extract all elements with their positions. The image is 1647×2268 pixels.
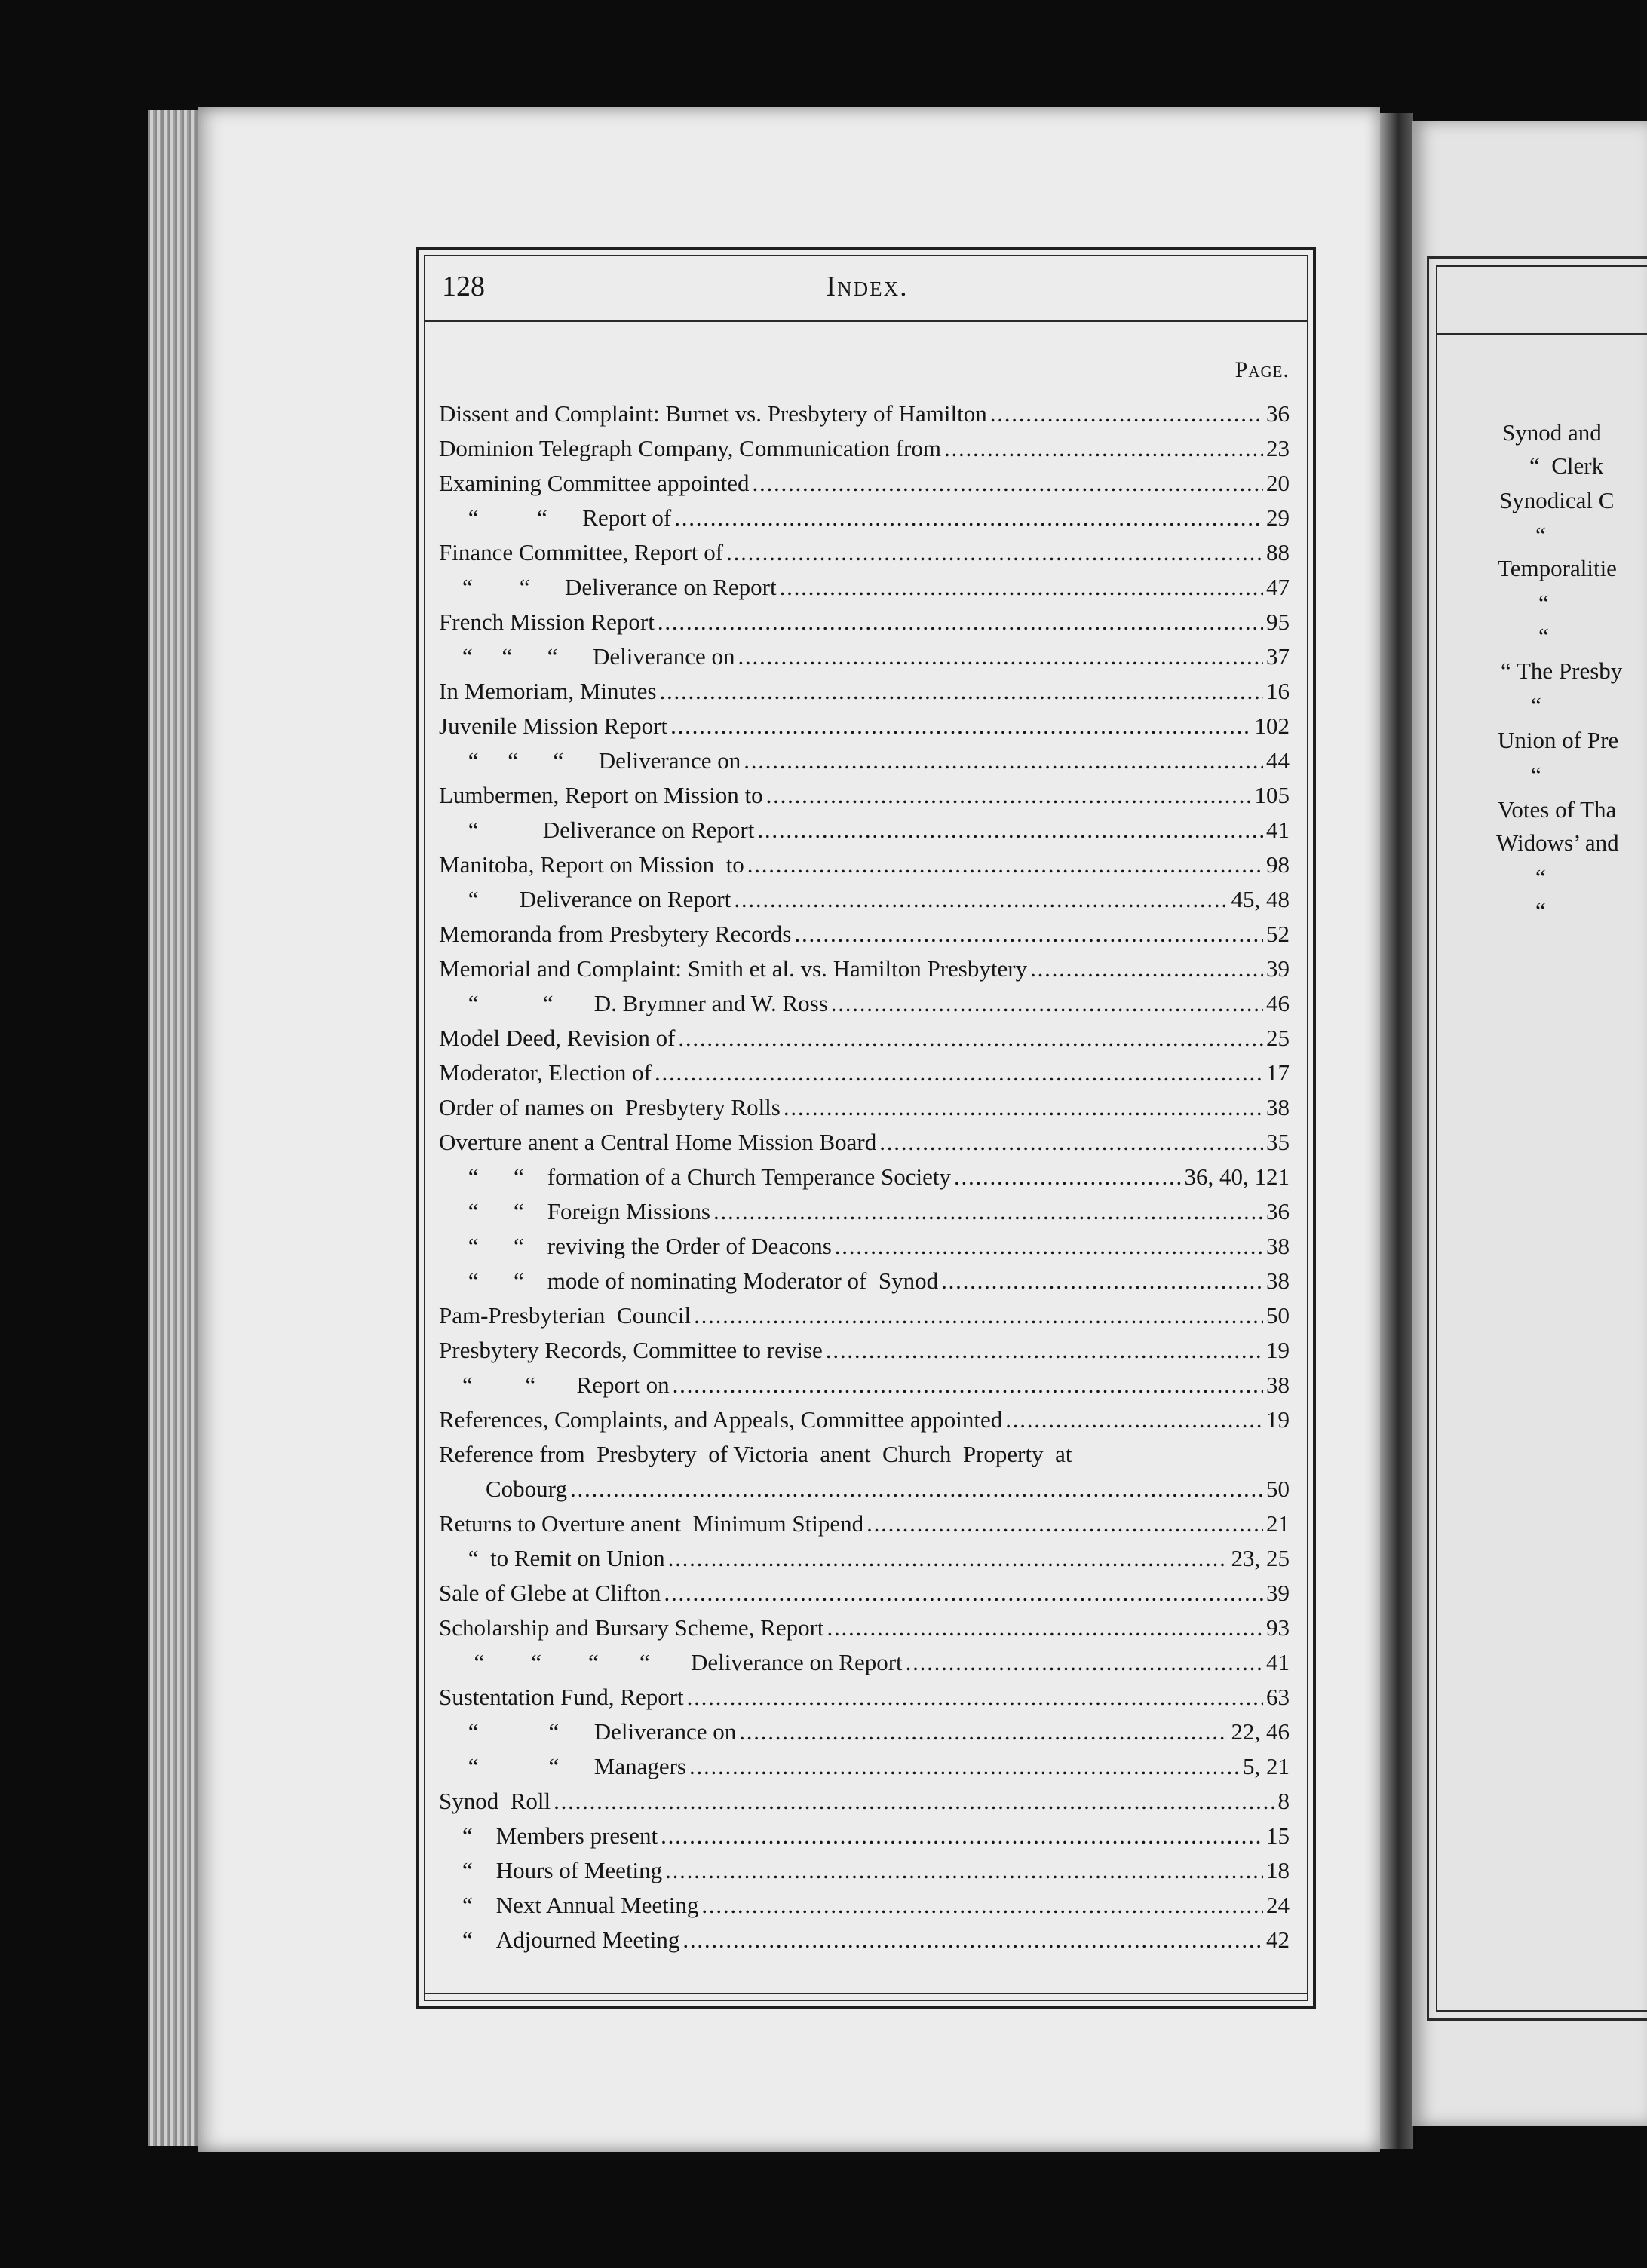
- dot-leader: [753, 466, 1263, 501]
- right-page-line: Union of Pre: [1498, 727, 1619, 753]
- index-entry-label: Scholarship and Bursary Scheme, Report: [439, 1614, 824, 1641]
- index-entry: [439, 1853, 1290, 1888]
- index-entry-page: 38: [1266, 1233, 1290, 1259]
- dot-leader: [738, 639, 1263, 674]
- index-entry-label: “ “ mode of nominating Moderator of Synod: [439, 1267, 939, 1294]
- index-entry: [439, 917, 1290, 952]
- dot-leader: [766, 778, 1252, 813]
- dot-leader: [670, 709, 1251, 743]
- index-entry-page: 22, 46: [1231, 1718, 1290, 1745]
- index-entry: [439, 1680, 1290, 1715]
- dot-leader: [726, 535, 1263, 570]
- right-page-line: “ Clerk: [1529, 452, 1604, 479]
- dot-leader: [954, 1160, 1181, 1194]
- index-entry: [439, 1715, 1290, 1749]
- index-entry-label: Examining Committee appointed: [439, 470, 750, 496]
- dot-leader: [678, 1021, 1263, 1056]
- dot-leader: [713, 1194, 1263, 1229]
- index-entry-label: Finance Committee, Report of: [439, 539, 724, 565]
- index-entry-label: Order of names on Presbytery Rolls: [439, 1094, 781, 1120]
- index-entry-label: “ “ Managers: [439, 1753, 686, 1779]
- index-entry: [439, 1021, 1290, 1056]
- index-entry: [439, 882, 1290, 917]
- index-entry-label: French Mission Report: [439, 608, 655, 635]
- dot-leader: [674, 501, 1263, 535]
- right-page-line: “: [1535, 864, 1546, 890]
- index-entry: [439, 397, 1290, 431]
- dot-leader: [673, 1368, 1263, 1402]
- index-entry-page: 39: [1266, 1580, 1290, 1606]
- dot-leader: [990, 397, 1263, 431]
- index-entry-page: 36: [1266, 400, 1290, 427]
- index-entry: [439, 1749, 1290, 1784]
- dot-leader: [734, 882, 1228, 917]
- index-entry-label: In Memoriam, Minutes: [439, 678, 657, 704]
- right-page-line: “: [1538, 623, 1549, 649]
- index-entry-page: 46: [1266, 990, 1290, 1016]
- index-entry-page: 25: [1266, 1025, 1290, 1051]
- index-entry: [439, 743, 1290, 778]
- index-entry: [439, 1194, 1290, 1229]
- index-entry-label: “ “ Report of: [439, 504, 672, 531]
- index-entry: [439, 1229, 1290, 1264]
- index-entry-page: 93: [1266, 1614, 1290, 1641]
- index-entry-label: Dissent and Complaint: Burnet vs. Presbytery of Hamilton: [439, 400, 987, 427]
- index-entry-page: 17: [1266, 1059, 1290, 1086]
- dot-leader: [570, 1472, 1263, 1506]
- index-entry-page: 19: [1266, 1406, 1290, 1433]
- index-entry-page: 50: [1266, 1476, 1290, 1502]
- index-entry-page: 105: [1254, 782, 1290, 808]
- index-entry: [439, 1611, 1290, 1645]
- index-entry-label: Moderator, Election of: [439, 1059, 652, 1086]
- index-entry-label: Returns to Overture anent Minimum Stipend: [439, 1510, 864, 1537]
- dot-leader: [659, 674, 1263, 709]
- index-entry-page: 52: [1266, 921, 1290, 947]
- dot-leader: [831, 986, 1263, 1021]
- right-page-line: “: [1535, 522, 1546, 548]
- dot-leader: [689, 1749, 1240, 1784]
- index-entry-label: Presbytery Records, Committee to revise: [439, 1337, 823, 1363]
- index-entry-label: Manitoba, Report on Mission to: [439, 851, 744, 878]
- index-entry-page: 102: [1254, 713, 1290, 739]
- index-entry-page: 50: [1266, 1302, 1290, 1329]
- dot-leader: [784, 1090, 1263, 1125]
- index-entry-page: 38: [1266, 1267, 1290, 1294]
- index-entry: [439, 1333, 1290, 1368]
- index-entry-label: “ “ formation of a Church Temperance Society: [439, 1163, 952, 1190]
- dot-leader: [827, 1611, 1263, 1645]
- index-entry-label: “ “ Foreign Missions: [439, 1198, 710, 1224]
- dot-leader: [694, 1298, 1263, 1333]
- index-entry: [439, 1923, 1290, 1957]
- index-entry: [439, 1819, 1290, 1853]
- index-entry: [439, 778, 1290, 813]
- index-entry-page: 20: [1266, 470, 1290, 496]
- index-entry-label: Lumbermen, Report on Mission to: [439, 782, 763, 808]
- index-entry-page: 15: [1266, 1822, 1290, 1849]
- index-entry-label: Model Deed, Revision of: [439, 1025, 676, 1051]
- index-entry-page: 24: [1266, 1892, 1290, 1918]
- index-entry-label: “ “ “ “ Deliverance on Report: [439, 1649, 903, 1675]
- index-entry-label: Dominion Telegraph Company, Communication from: [439, 435, 941, 461]
- index-entry: [439, 1645, 1290, 1680]
- index-entry-label: Synod Roll: [439, 1788, 551, 1814]
- index-entry-label: Cobourg: [439, 1476, 567, 1502]
- index-entry-page: 21: [1266, 1510, 1290, 1537]
- dot-leader: [747, 847, 1263, 882]
- index-entry: [439, 986, 1290, 1021]
- index-entry-page: 18: [1266, 1857, 1290, 1883]
- page-number: 128: [442, 271, 485, 302]
- dot-leader: [655, 1056, 1263, 1090]
- right-page-line: “: [1538, 590, 1549, 616]
- dot-leader: [866, 1506, 1263, 1541]
- dot-leader: [757, 813, 1263, 847]
- index-entry: [439, 1402, 1290, 1437]
- dot-leader: [1005, 1402, 1263, 1437]
- index-entry: [439, 1888, 1290, 1923]
- index-entry: [439, 1125, 1290, 1160]
- index-entry-page: 19: [1266, 1337, 1290, 1363]
- index-entry-label: “ Adjourned Meeting: [439, 1926, 680, 1953]
- index-entry: [439, 1160, 1290, 1194]
- index-entry: [439, 1056, 1290, 1090]
- index-entry-page: 35: [1266, 1129, 1290, 1155]
- index-entry: [439, 1784, 1290, 1819]
- dot-leader: [794, 917, 1263, 952]
- index-entry-page: 36, 40, 121: [1184, 1163, 1290, 1190]
- right-page-line: “: [1531, 762, 1541, 788]
- index-entry-label: “ “ Report on: [439, 1372, 670, 1398]
- dot-leader: [661, 1819, 1263, 1853]
- index-entry-page: 88: [1266, 539, 1290, 565]
- index-entry-page: 41: [1266, 817, 1290, 843]
- dot-leader: [668, 1541, 1228, 1576]
- index-entry: [439, 709, 1290, 743]
- index-entry-page: 29: [1266, 504, 1290, 531]
- index-entry-page: 95: [1266, 608, 1290, 635]
- index-entry-label: “ Deliverance on Report: [439, 817, 755, 843]
- right-page-line: Synod and: [1502, 419, 1602, 446]
- bottom-rule: [424, 1993, 1308, 1994]
- right-page-line: Votes of Tha: [1498, 796, 1617, 823]
- index-entry-label: “ Deliverance on Report: [439, 886, 731, 912]
- right-page-line: “ The Presby: [1501, 657, 1623, 684]
- index-entry: [439, 674, 1290, 709]
- index-entry-page: 23, 25: [1231, 1545, 1290, 1571]
- index-entry: [439, 1090, 1290, 1125]
- index-entry-page: 8: [1277, 1788, 1290, 1814]
- dot-leader: [701, 1888, 1263, 1923]
- right-page-line: Synodical C: [1499, 487, 1615, 513]
- index-entry-label: “ “ reviving the Order of Deacons: [439, 1233, 832, 1259]
- index-entry: [439, 1472, 1290, 1506]
- index-entry-page: 37: [1266, 643, 1290, 670]
- index-entry-page: 47: [1266, 574, 1290, 600]
- index-entry-label: Sustentation Fund, Report: [439, 1684, 684, 1710]
- index-entry: [439, 501, 1290, 535]
- dot-leader: [739, 1715, 1228, 1749]
- index-entry-label: Memorial and Complaint: Smith et al. vs. Hamilton Presbytery: [439, 955, 1028, 982]
- dot-leader: [664, 1576, 1263, 1611]
- index-entry-label: “ to Remit on Union: [439, 1545, 665, 1571]
- index-entry: [439, 847, 1290, 882]
- right-page-line: Temporalitie: [1498, 555, 1617, 581]
- index-entry-page: 44: [1266, 747, 1290, 774]
- book-gutter: [1380, 113, 1413, 2149]
- index-entry: [439, 431, 1290, 466]
- index-entry: [439, 1264, 1290, 1298]
- right-page-line: Widows’ and: [1496, 829, 1619, 856]
- index-entry-label: Memoranda from Presbytery Records: [439, 921, 792, 947]
- right-page-line: “: [1531, 692, 1541, 719]
- index-entry: [439, 952, 1290, 986]
- index-entry-label: “ “ “ Deliverance on: [439, 643, 735, 670]
- dot-leader: [744, 743, 1263, 778]
- page-title: Index.: [826, 271, 909, 302]
- index-entry-page: 41: [1266, 1649, 1290, 1675]
- index-entry-label: “ “ Deliverance on: [439, 1718, 737, 1745]
- index-entry-label: “ “ Deliverance on Report: [439, 574, 777, 600]
- index-entry-list: [439, 397, 1290, 1957]
- dot-leader: [665, 1853, 1263, 1888]
- index-entry: [439, 1298, 1290, 1333]
- index-entry-page: 38: [1266, 1094, 1290, 1120]
- dot-leader: [826, 1333, 1263, 1368]
- right-page-header-rule: [1436, 333, 1647, 335]
- index-entry-label: “ Next Annual Meeting: [439, 1892, 699, 1918]
- index-entry-label: References, Complaints, and Appeals, Committee appointed: [439, 1406, 1003, 1433]
- index-entry: [439, 1576, 1290, 1611]
- index-entry: [439, 813, 1290, 847]
- dot-leader: [944, 431, 1263, 466]
- header-rule: [424, 320, 1308, 322]
- index-entry: [439, 639, 1290, 674]
- index-entry-page: 98: [1266, 851, 1290, 878]
- right-page-line: “: [1535, 897, 1546, 924]
- dot-leader: [682, 1923, 1263, 1957]
- index-entry: [439, 605, 1290, 639]
- index-entry: [439, 570, 1290, 605]
- index-entry-label: Overture anent a Central Home Mission Board: [439, 1129, 877, 1155]
- index-entry-label: “ Hours of Meeting: [439, 1857, 663, 1883]
- index-entry-label: Juvenile Mission Report: [439, 713, 668, 739]
- dot-leader: [780, 570, 1263, 605]
- dot-leader: [879, 1125, 1263, 1160]
- index-entry: [439, 1437, 1290, 1472]
- index-entry-page: 63: [1266, 1684, 1290, 1710]
- index-entry-page: 36: [1266, 1198, 1290, 1224]
- dot-leader: [906, 1645, 1263, 1680]
- index-entry-page: 16: [1266, 678, 1290, 704]
- index-entry: [439, 535, 1290, 570]
- page-column-heading: Page.: [1234, 357, 1290, 382]
- index-entry: [439, 1368, 1290, 1402]
- dot-leader: [941, 1264, 1263, 1298]
- index-entry-page: 5, 21: [1243, 1753, 1290, 1779]
- index-entry-label: “ “ “ Deliverance on: [439, 747, 741, 774]
- index-entry-page: 38: [1266, 1372, 1290, 1398]
- index-entry: [439, 466, 1290, 501]
- index-entry: [439, 1541, 1290, 1576]
- index-entry-label: “ “ D. Brymner and W. Ross: [439, 990, 828, 1016]
- index-entry-label: Reference from Presbytery of Victoria anent Church Property at: [439, 1441, 1072, 1467]
- dot-leader: [554, 1784, 1274, 1819]
- index-entry: [439, 1506, 1290, 1541]
- index-entry-page: 45, 48: [1231, 886, 1290, 912]
- index-entry-label: Pam-Presbyterian Council: [439, 1302, 692, 1329]
- index-entry-page: 23: [1266, 435, 1290, 461]
- index-entry-label: “ Members present: [439, 1822, 658, 1849]
- index-entry-page: 39: [1266, 955, 1290, 982]
- dot-leader: [1030, 952, 1263, 986]
- dot-leader: [658, 605, 1263, 639]
- index-entry-page: 42: [1266, 1926, 1290, 1953]
- index-entry-label: Sale of Glebe at Clifton: [439, 1580, 661, 1606]
- dot-leader: [687, 1680, 1263, 1715]
- dot-leader: [835, 1229, 1263, 1264]
